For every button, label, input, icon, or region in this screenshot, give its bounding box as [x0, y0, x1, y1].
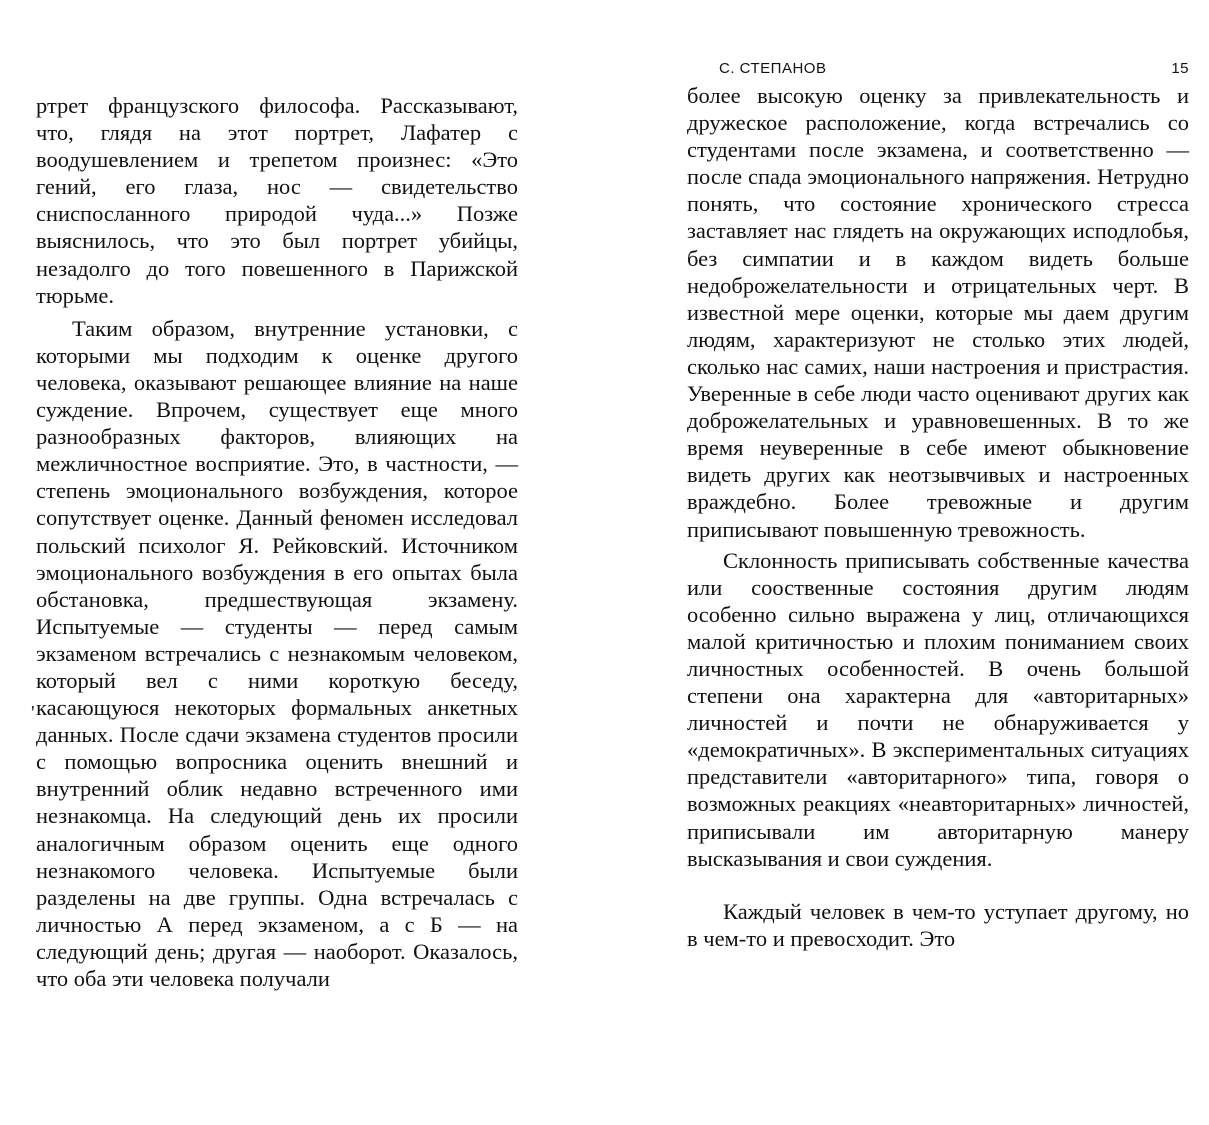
- paragraph: более высокую оценку за привлекательность и дружеское расположение, когда встречались со студентами после экзамена, и соответственно — после спада эмоционального напряжения. Нетрудно понять, что состояние хронического стресса заставляет нас глядеть на окружающих исподлобья, без симпатии и в каждом видеть больше недоброжелательности и отрицательных черт. В известной мере оценки, которые мы даем другим людям, характеризуют не столько этих людей, сколько нас самих, наши настроения и пристрастия. Уверенные в себе люди часто оценивают других как доброжелательных и уравновешенных. В то же время неуверенные в себе имеют обыкновение видеть других как неотзывчивых и настроенных враждебно. Более тревожные и другим приписывают повышенную тревожность.: [687, 83, 1189, 542]
- paragraph: Каждый человек в чем-то уступает другому, но в чем-то и превосходит. Это: [687, 898, 1189, 951]
- paragraph: Таким образом, внутренние установки, с которыми мы подходим к оценке другого человека, оказывают решающее влияние на наше суждение. Впрочем, существует еще много разнообразных факторов, влияющих на межличностное восприятие. Это, в частности, — степень эмоционального возбуждения, которое сопутствует оценке. Данный феномен исследовал польский психолог Я. Рейковский. Источником эмоционального возбуждения в его опытах была обстановка, предшествующая экзамену. Испытуемые — студенты — перед самым экзаменом встречались с незнакомым человеком, который вел с ними короткую беседу, касающуюся некоторых формальных анкетных данных. После сдачи экзамена студентов просили с помощью вопросника оценить внешний и внутренний облик недавно встреченного ими незнакомца. На следующий день их просили аналогичным образом оценить еще одного незнакомого человека. Испытуемые были разделены на две группы. Одна встречалась с личностью А перед экзаменом, а с Б — на следующий день; другая — наоборот. Оказалось, что оба эти человека получали: [36, 315, 518, 991]
- stray-mark: ': [31, 702, 35, 724]
- running-head: [683, 56, 1189, 82]
- left-page-body: [36, 92, 518, 992]
- left-page: [36, 92, 518, 992]
- right-page-body: [683, 82, 1189, 952]
- page-number: 15: [1171, 60, 1189, 77]
- running-head-author: С. СТЕПАНОВ: [719, 60, 827, 77]
- paragraph: ртрет французского философа. Рассказывают, что, глядя на этот портрет, Лафатер с воодушевлением и трепетом произнес: «Это гений, его глаза, нос — свидетельство сниспосланного природой чуда...» Позже выяснилось, что это был портрет убийцы, незадолго до того повешенного в Парижской тюрьме.: [36, 93, 518, 308]
- right-page: [683, 56, 1189, 952]
- paragraph: Склонность приписывать собственные качества или сооственные состояния другим людям особенно сильно выражена у лиц, отличающихся малой критичностью и плохим пониманием своих личностных особенностей. В очень большой степени она характерна для «авторитарных» личностей и почти не обнаруживается у «демократичных». В экспериментальных ситуациях представители «авторитарного» типа, говоря о возможных реакциях «неавторитарных» личностей, приписывали им авторитарную манеру высказывания и свои суждения.: [687, 547, 1189, 871]
